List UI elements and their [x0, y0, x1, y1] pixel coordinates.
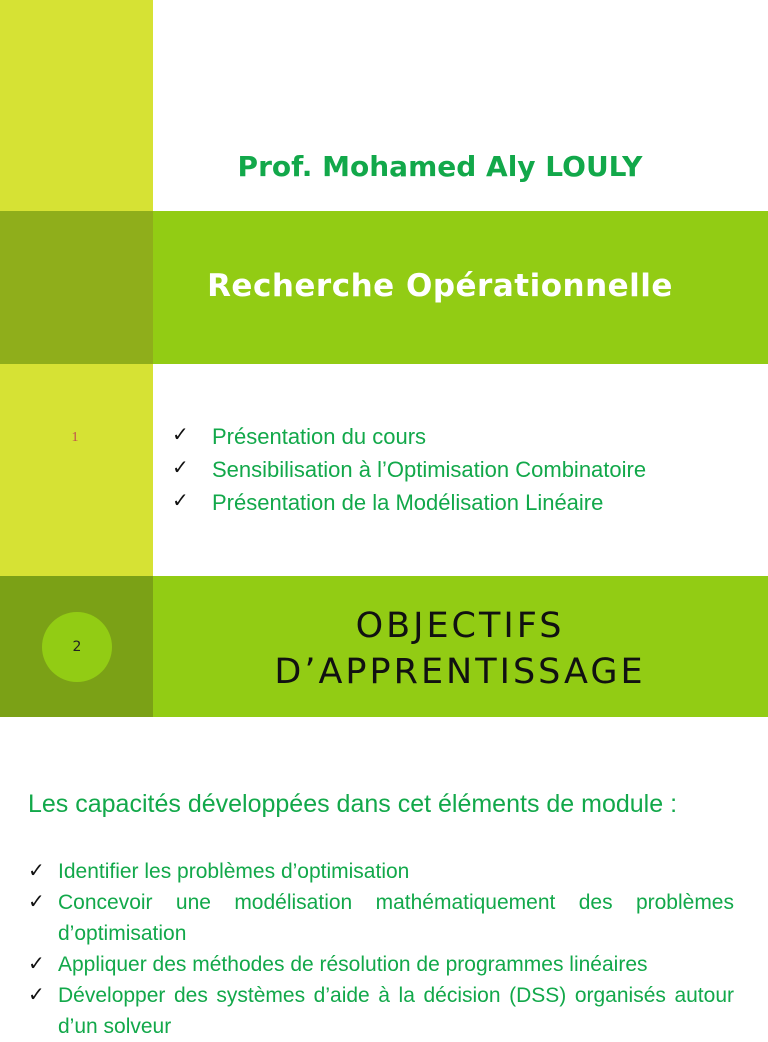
- list-item-text: Sensibilisation à l’Optimisation Combinatoire: [212, 457, 647, 482]
- list-item: [172, 457, 752, 490]
- slide-number-badge: 2: [42, 612, 112, 682]
- list-item-text: Présentation de la Modélisation Linéaire: [212, 490, 604, 515]
- list-item: [28, 949, 734, 980]
- course-outline-list: [172, 424, 752, 523]
- list-item: [172, 424, 752, 457]
- author-name: Prof. Mohamed Aly LOULY: [237, 150, 643, 183]
- checkmark-icon: ✓: [172, 455, 189, 479]
- checkmark-icon: ✓: [172, 488, 189, 512]
- list-item-text: Concevoir une modélisation mathématiquement des problèmes d’optimisation: [58, 891, 734, 945]
- slide-number: 1: [71, 430, 79, 445]
- course-title: Recherche Opérationnelle: [207, 268, 673, 304]
- section-heading-line: D’APPRENTISSAGE: [274, 652, 646, 692]
- list-item: [28, 887, 734, 949]
- list-item: [172, 490, 752, 523]
- list-item-text: Développer des systèmes d’aide à la décision (DSS) organisés autour d’un solveur: [58, 984, 734, 1038]
- checkmark-icon: ✓: [28, 858, 45, 882]
- checkmark-icon: ✓: [28, 982, 45, 1006]
- list-item: [28, 980, 734, 1042]
- objectives-list: [28, 856, 734, 1042]
- list-item-text: Appliquer des méthodes de résolution de programmes linéaires: [58, 953, 648, 976]
- list-item: [28, 856, 734, 887]
- objectives-intro: Les capacités développées dans cet éléments de module :: [28, 790, 678, 818]
- checkmark-icon: ✓: [172, 422, 189, 446]
- checkmark-icon: ✓: [28, 951, 45, 975]
- section-heading-line: OBJECTIFS: [355, 606, 565, 646]
- list-item-text: Présentation du cours: [212, 424, 427, 449]
- left-column-top: [0, 0, 153, 211]
- checkmark-icon: ✓: [28, 889, 45, 913]
- section-heading: [160, 603, 760, 695]
- left-column-title-band: [0, 211, 153, 364]
- list-item-text: Identifier les problèmes d’optimisation: [58, 860, 410, 883]
- left-column-bottom: [0, 364, 153, 576]
